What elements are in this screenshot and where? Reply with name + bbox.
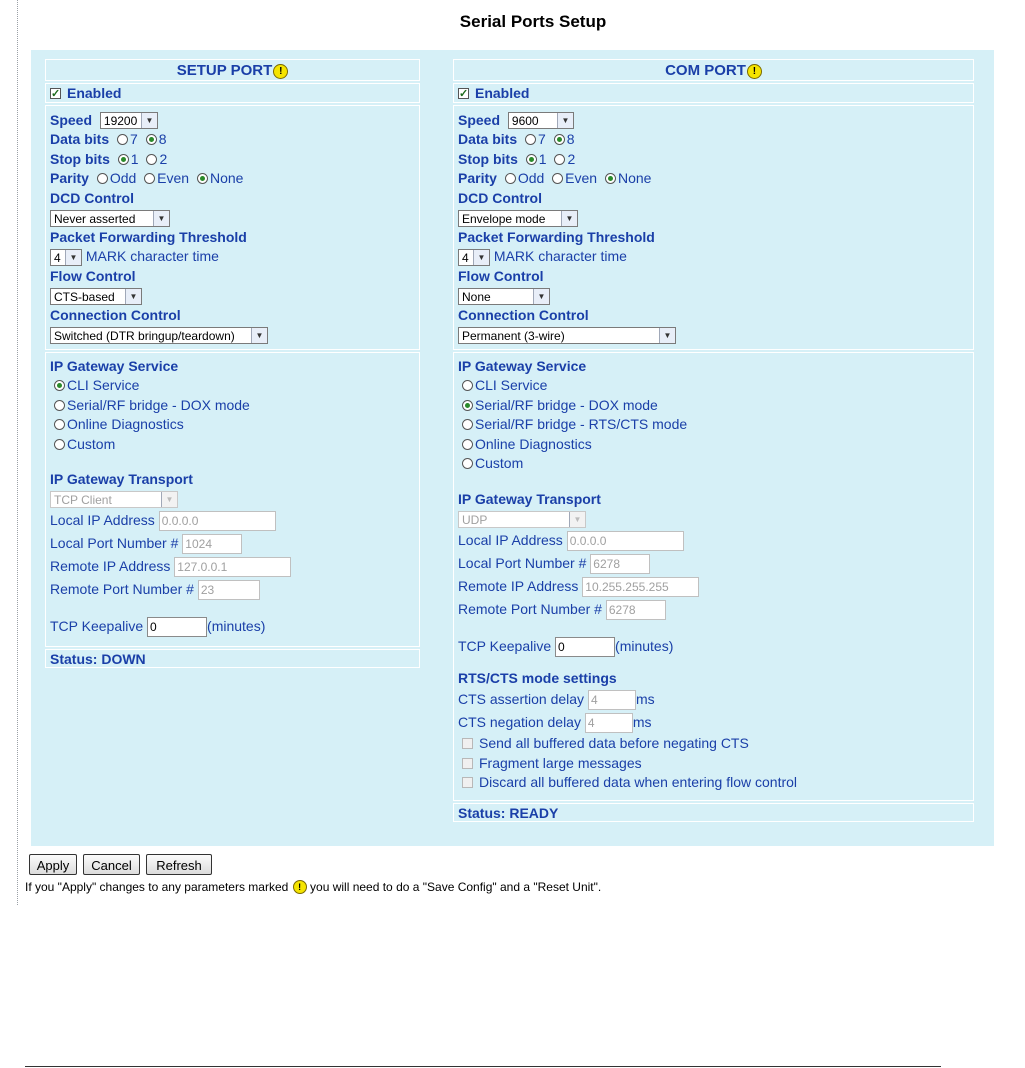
com-speed-label: Speed xyxy=(458,111,501,128)
chevron-down-icon: ▼ xyxy=(153,211,169,226)
chevron-down-icon: ▼ xyxy=(141,113,157,128)
com-cts-assert-input[interactable]: 4 xyxy=(588,690,636,710)
com-stop-bits-1[interactable] xyxy=(526,154,537,165)
setup-remote-port-input[interactable]: 23 xyxy=(198,580,260,600)
chevron-down-icon: ▼ xyxy=(65,250,81,265)
com-enabled-checkbox[interactable] xyxy=(458,88,469,99)
setup-enabled-checkbox[interactable] xyxy=(50,88,61,99)
com-stop-bits-2-label: 2 xyxy=(567,150,576,167)
com-rts-option-checkbox[interactable] xyxy=(462,738,473,749)
com-dcd-value: Envelope mode xyxy=(462,211,546,226)
com-rts-option-label: Send all buffered data before negating CTS xyxy=(479,735,749,751)
com-remote-port-input[interactable]: 6278 xyxy=(606,600,666,620)
cancel-button[interactable]: Cancel xyxy=(83,854,140,875)
com-gw-service-radio[interactable] xyxy=(462,400,473,411)
com-speed-select[interactable] xyxy=(508,112,574,129)
com-parity-even-label: Even xyxy=(565,170,598,186)
setup-parity-odd[interactable] xyxy=(97,173,108,184)
setup-gw-transport-value: TCP Client xyxy=(54,493,112,508)
setup-parity-odd-label: Odd xyxy=(109,170,137,186)
com-stop-bits-label: Stop bits xyxy=(458,150,518,167)
setup-speed-value: 19200 xyxy=(103,114,138,129)
setup-keepalive-input[interactable]: 0 xyxy=(147,617,207,637)
setup-enabled-label: Enabled xyxy=(67,85,122,101)
com-data-bits-8-label: 8 xyxy=(566,131,575,147)
setup-port-title: SETUP PORT xyxy=(176,62,273,79)
setup-data-bits-8[interactable] xyxy=(146,134,157,145)
chevron-down-icon: ▼ xyxy=(557,113,573,128)
setup-speed-label: Speed xyxy=(50,111,93,128)
com-parity-none[interactable] xyxy=(605,173,616,184)
setup-parity-none-label: None xyxy=(209,170,244,186)
setup-conn-label: Connection Control xyxy=(50,306,181,323)
setup-gateway-settings xyxy=(45,352,420,647)
com-gw-service-radio[interactable] xyxy=(462,419,473,430)
setup-pft-unit: MARK character time xyxy=(85,248,219,264)
com-keepalive-input[interactable]: 0 xyxy=(555,637,615,657)
setup-parity-label: Parity xyxy=(50,170,89,186)
apply-button[interactable]: Apply xyxy=(29,854,77,875)
footer-note-before: If you "Apply" changes to any parameters marked xyxy=(25,880,289,894)
setup-gw-transport-label: IP Gateway Transport xyxy=(50,471,193,487)
com-remote-ip-label: Remote IP Address xyxy=(458,577,579,594)
com-cts-negate-unit: ms xyxy=(632,714,652,730)
com-cts-negate-label: CTS negation delay xyxy=(458,714,581,730)
com-local-ip-input[interactable]: 0.0.0.0 xyxy=(567,531,684,551)
setup-port-panel xyxy=(45,59,420,670)
com-cts-negate-input[interactable]: 4 xyxy=(585,713,633,733)
setup-parity-none[interactable] xyxy=(197,173,208,184)
com-rts-option-checkbox[interactable] xyxy=(462,758,473,769)
setup-data-bits-7[interactable] xyxy=(117,134,128,145)
com-dcd-label: DCD Control xyxy=(458,189,542,206)
com-gw-transport-value: UDP xyxy=(462,512,488,527)
setup-gw-service-radio[interactable] xyxy=(54,400,65,411)
com-pft-value: 4 xyxy=(462,250,469,265)
setup-gw-service-radio[interactable] xyxy=(54,439,65,450)
page-title: Serial Ports Setup xyxy=(459,12,607,31)
com-gw-service-option: Custom xyxy=(475,455,524,471)
setup-conn-select[interactable] xyxy=(50,327,268,344)
com-gw-service-option: CLI Service xyxy=(475,377,548,393)
setup-data-bits-7-label: 7 xyxy=(130,131,138,147)
com-flow-select[interactable] xyxy=(458,288,550,305)
com-enabled-row xyxy=(453,83,974,103)
com-parity-even[interactable] xyxy=(552,173,563,184)
chevron-down-icon: ▼ xyxy=(569,512,585,527)
com-port-title: COM PORT xyxy=(665,62,746,79)
com-port-panel xyxy=(453,59,974,824)
setup-gw-transport-select[interactable] xyxy=(50,491,178,508)
bottom-divider xyxy=(25,1066,941,1067)
setup-local-ip-input[interactable]: 0.0.0.0 xyxy=(159,511,276,531)
com-rts-option-label: Discard all buffered data when entering flow control xyxy=(479,774,798,790)
com-conn-select[interactable] xyxy=(458,327,676,344)
com-data-bits-label: Data bits xyxy=(458,131,518,147)
com-flow-value: None xyxy=(462,289,491,304)
page-left-border xyxy=(17,0,18,905)
warning-icon: ! xyxy=(293,880,307,894)
setup-parity-even-label: Even xyxy=(157,170,190,186)
setup-flow-select[interactable] xyxy=(50,288,142,305)
setup-local-port-label: Local Port Number # xyxy=(50,535,179,551)
com-cts-assert-unit: ms xyxy=(635,691,655,707)
com-data-bits-7[interactable] xyxy=(525,134,536,145)
refresh-button[interactable]: Refresh xyxy=(146,854,212,875)
com-pft-label: Packet Forwarding Threshold xyxy=(458,228,655,245)
setup-serial-settings xyxy=(45,105,420,350)
chevron-down-icon: ▼ xyxy=(251,328,267,343)
com-parity-label: Parity xyxy=(458,170,497,186)
com-parity-odd[interactable] xyxy=(505,173,516,184)
setup-stop-bits-2-label: 2 xyxy=(159,150,168,167)
setup-remote-port-label: Remote Port Number # xyxy=(50,581,194,597)
setup-stop-bits-1-label: 1 xyxy=(130,150,139,167)
com-enabled-label: Enabled xyxy=(475,85,530,101)
footer-note xyxy=(25,880,601,894)
com-pft-select[interactable] xyxy=(458,249,490,266)
setup-stop-bits-label: Stop bits xyxy=(50,150,110,167)
setup-gw-service-option: Serial/RF bridge - DOX mode xyxy=(67,396,250,413)
chevron-down-icon: ▼ xyxy=(561,211,577,226)
chevron-down-icon: ▼ xyxy=(659,328,675,343)
com-gw-transport-select[interactable] xyxy=(458,511,586,528)
setup-gw-service-option: Online Diagnostics xyxy=(67,416,184,432)
setup-speed-select[interactable] xyxy=(100,112,158,129)
setup-status: Status: DOWN xyxy=(45,649,420,669)
com-gw-service-radio[interactable] xyxy=(462,439,473,450)
com-cts-assert-label: CTS assertion delay xyxy=(458,691,585,707)
setup-stop-bits-1[interactable] xyxy=(118,154,129,165)
setup-gw-service-label: IP Gateway Service xyxy=(50,357,179,374)
setup-pft-value: 4 xyxy=(54,250,61,265)
setup-flow-label: Flow Control xyxy=(50,267,136,284)
com-stop-bits-1-label: 1 xyxy=(538,150,547,167)
setup-flow-value: CTS-based xyxy=(54,289,115,304)
com-pft-unit: MARK character time xyxy=(493,248,627,264)
com-local-ip-label: Local IP Address xyxy=(458,531,563,548)
setup-gw-service-option: Custom xyxy=(67,435,116,452)
setup-parity-even[interactable] xyxy=(144,173,155,184)
com-keepalive-unit: (minutes) xyxy=(615,637,674,654)
setup-enabled-row xyxy=(45,83,420,103)
com-gw-service-option: Serial/RF bridge - RTS/CTS mode xyxy=(475,416,688,432)
com-gw-transport-label: IP Gateway Transport xyxy=(458,490,601,507)
setup-pft-select[interactable] xyxy=(50,249,82,266)
chevron-down-icon: ▼ xyxy=(125,289,141,304)
setup-local-ip-label: Local IP Address xyxy=(50,512,155,528)
setup-dcd-value: Never asserted xyxy=(54,211,136,226)
com-keepalive-label: TCP Keepalive xyxy=(458,637,552,654)
com-dcd-select[interactable] xyxy=(458,210,578,227)
setup-remote-ip-label: Remote IP Address xyxy=(50,558,171,574)
setup-conn-value: Switched (DTR bringup/teardown) xyxy=(54,328,235,343)
setup-keepalive-label: TCP Keepalive xyxy=(50,618,144,634)
setup-gw-service-option: CLI Service xyxy=(67,377,140,393)
com-gw-service-label: IP Gateway Service xyxy=(458,357,587,374)
com-status: Status: READY xyxy=(453,803,974,823)
com-rts-label: RTS/CTS mode settings xyxy=(458,669,617,686)
com-speed-value: 9600 xyxy=(511,114,539,129)
com-parity-none-label: None xyxy=(617,170,652,186)
warning-icon: ! xyxy=(747,64,762,79)
chevron-down-icon: ▼ xyxy=(473,250,489,265)
com-remote-port-label: Remote Port Number # xyxy=(458,600,602,617)
setup-local-port-input[interactable]: 1024 xyxy=(182,534,242,554)
com-gw-service-option: Serial/RF bridge - DOX mode xyxy=(475,396,658,413)
chevron-down-icon: ▼ xyxy=(533,289,549,304)
com-rts-option-checkbox[interactable] xyxy=(462,777,473,788)
com-stop-bits-2[interactable] xyxy=(554,154,565,165)
com-local-port-input[interactable]: 6278 xyxy=(590,554,650,574)
setup-pft-label: Packet Forwarding Threshold xyxy=(50,228,247,245)
setup-stop-bits-2[interactable] xyxy=(146,154,157,165)
setup-remote-ip-input[interactable]: 127.0.0.1 xyxy=(174,557,291,577)
setup-gw-service-radio[interactable] xyxy=(54,380,65,391)
com-conn-label: Connection Control xyxy=(458,306,589,323)
com-conn-value: Permanent (3-wire) xyxy=(462,328,565,343)
com-port-header xyxy=(453,59,974,81)
setup-port-header xyxy=(45,59,420,81)
com-gw-service-radio[interactable] xyxy=(462,458,473,469)
com-serial-settings xyxy=(453,105,974,350)
footer-note-after: you will need to do a "Save Config" and a "Reset Unit". xyxy=(310,880,602,894)
com-data-bits-7-label: 7 xyxy=(538,131,546,147)
com-rts-option-label: Fragment large messages xyxy=(479,754,642,771)
setup-gw-service-radio[interactable] xyxy=(54,419,65,430)
com-remote-ip-input[interactable]: 10.255.255.255 xyxy=(582,577,699,597)
chevron-down-icon: ▼ xyxy=(161,492,177,507)
com-data-bits-8[interactable] xyxy=(554,134,565,145)
setup-data-bits-8-label: 8 xyxy=(158,131,167,147)
warning-icon: ! xyxy=(273,64,288,79)
setup-keepalive-unit: (minutes) xyxy=(207,618,266,634)
setup-dcd-label: DCD Control xyxy=(50,189,134,206)
com-flow-label: Flow Control xyxy=(458,267,544,284)
com-local-port-label: Local Port Number # xyxy=(458,554,587,571)
com-gw-service-option: Online Diagnostics xyxy=(475,435,592,452)
setup-dcd-select[interactable] xyxy=(50,210,170,227)
com-gw-service-radio[interactable] xyxy=(462,380,473,391)
com-gateway-settings xyxy=(453,352,974,801)
setup-data-bits-label: Data bits xyxy=(50,131,110,147)
com-parity-odd-label: Odd xyxy=(517,170,545,186)
